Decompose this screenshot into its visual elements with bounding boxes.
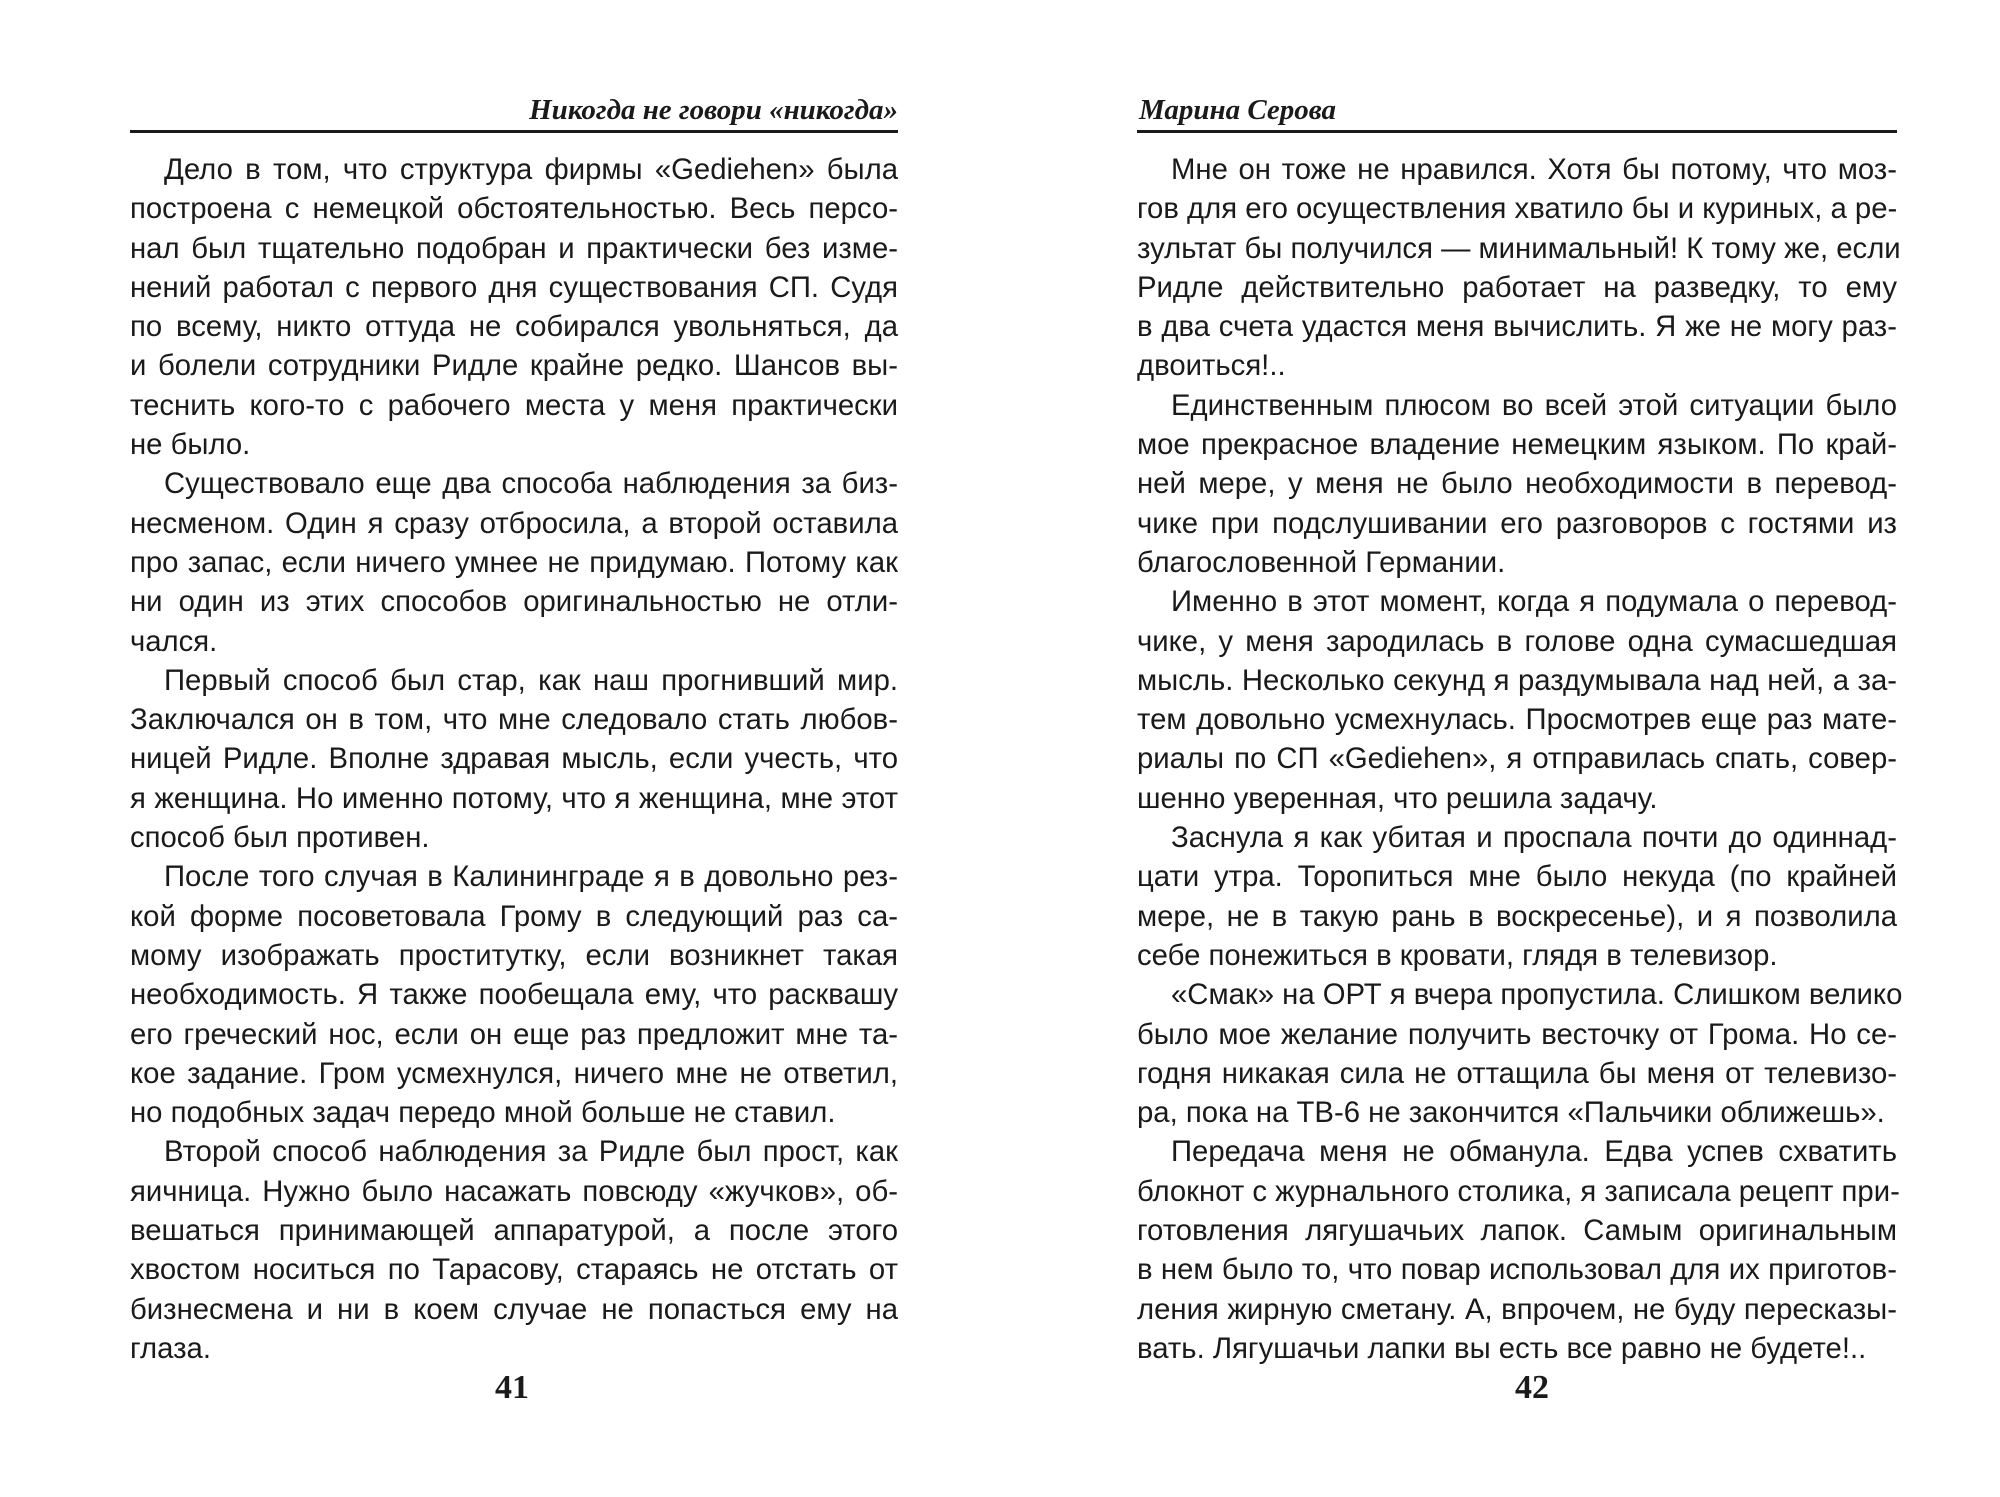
text-line: мере, не в такую рань в воскресенье), и я позволила	[1137, 899, 1897, 933]
text-line: мому изображать проститутку, если возникнет такая	[130, 938, 898, 972]
text-line: Именно в этот момент, когда я подумала о перевод-	[1171, 585, 1897, 619]
text-line: тем довольно усмехнулась. Просмотрев еще раз мате-	[1137, 703, 1897, 737]
text-line: глаза.	[130, 1331, 211, 1365]
text-line: цати утра. Торопиться мне было некуда (по крайней	[1137, 860, 1897, 894]
right-page-body	[1137, 150, 1903, 1368]
text-line: После того случая в Калининграде я в довольно рез-	[164, 860, 898, 894]
paragraph	[130, 150, 898, 464]
left-page-body	[130, 150, 898, 1368]
text-line: в два счета удастся меня вычислить. Я же не могу раз-	[1137, 310, 1897, 344]
paragraph	[130, 464, 898, 660]
text-line: Передача меня не обманула. Едва успев схватить	[1171, 1135, 1897, 1169]
text-line: несменом. Один я сразу отбросила, а второй оставила	[130, 506, 898, 540]
text-line: ницей Ридле. Вполне здравая мысль, если учесть, что	[130, 742, 898, 776]
paragraph	[1137, 582, 1897, 818]
text-line: гов для его осуществления хватило бы и куриных, а ре-	[1137, 192, 1898, 226]
text-line: хвостом носиться по Тарасову, стараясь не отстать от	[130, 1253, 898, 1287]
text-line: ления жирную сметану. А, впрочем, не буду пересказы-	[1137, 1292, 1897, 1326]
paragraph	[1137, 150, 1901, 386]
page-number: 42	[1515, 1369, 1549, 1406]
text-line: чался.	[130, 624, 218, 658]
text-line: и болели сотрудники Ридле крайне редко. Шансов вы-	[130, 349, 898, 383]
text-line: годня никакая сила не оттащила бы меня от телевизо-	[1137, 1056, 1897, 1090]
text-line: Единственным плюсом во всей этой ситуации было	[1171, 388, 1897, 422]
text-line: ра, пока на ТВ-6 не закончится «Пальчики оближешь».	[1137, 1096, 1885, 1130]
text-line: мысль. Несколько секунд я раздумывала над ней, а за-	[1137, 663, 1897, 697]
paragraph	[1137, 975, 1903, 1132]
header-rule	[130, 130, 898, 133]
paragraph	[1137, 818, 1897, 975]
text-line: вать. Лягушачьи лапки вы есть все равно не будете!..	[1137, 1331, 1867, 1365]
text-line: яичница. Нужно было насажать повсюду «жучков», об-	[130, 1174, 898, 1208]
text-line: Существовало еще два способа наблюдения за биз-	[164, 467, 898, 501]
page-number: 41	[495, 1369, 529, 1406]
text-line: ней мере, у меня не было необходимости в перевод-	[1137, 467, 1897, 501]
running-head-author: Марина Серова	[1139, 94, 1337, 126]
text-line: в нем было то, что повар использовал для их приготов-	[1137, 1253, 1897, 1287]
text-line: ни один из этих способов оригинальностью не отли-	[130, 585, 898, 619]
text-line: бизнесмена и ни в коем случае не попасться ему на	[130, 1292, 898, 1326]
text-line: готовления лягушачьих лапок. Самым оригинальным	[1137, 1214, 1897, 1248]
text-line: чике при подслушивании его разговоров с гостями из	[1137, 506, 1897, 540]
text-line: способ был противен.	[130, 821, 430, 855]
text-line: Второй способ наблюдения за Ридле был прост, как	[164, 1135, 898, 1169]
header-rule	[1137, 130, 1897, 133]
text-line: нений работал с первого дня существования СП. Судя	[130, 270, 898, 304]
right-page	[1137, 0, 1903, 1497]
running-head-book-title: Никогда не говори «никогда»	[529, 94, 898, 126]
paragraph	[130, 857, 898, 1132]
text-line: построена с немецкой обстоятельностью. Весь персо-	[130, 192, 898, 226]
text-line: Мне он тоже не нравился. Хотя бы потому, что моз-	[1171, 153, 1897, 186]
text-line: но подобных задач передо мной больше не ставил.	[130, 1096, 836, 1130]
text-line: риалы по СП «Gediehen», я отправилась спать, совер-	[1137, 742, 1897, 776]
text-line: Заснула я как убитая и проспала почти до одиннад-	[1171, 821, 1897, 855]
text-line: теснить кого-то с рабочего места у меня практически	[130, 388, 898, 422]
text-line: про запас, если ничего умнее не придумаю. Потому как	[130, 545, 898, 579]
text-line: зультат бы получился — минимальный! К тому же, если	[1137, 231, 1901, 265]
text-line: кое задание. Гром усмехнулся, ничего мне не ответил,	[130, 1056, 898, 1090]
text-line: я женщина. Но именно потому, что я женщина, мне этот	[130, 781, 898, 815]
text-line: двоиться!..	[1137, 349, 1286, 383]
paragraph	[130, 1132, 898, 1368]
text-line: благословенной Германии.	[1137, 545, 1506, 579]
text-line: не было.	[130, 428, 251, 462]
text-line: «Смак» на ОРТ я вчера пропустила. Слишком велико	[1171, 978, 1903, 1012]
text-line: мое прекрасное владение немецким языком. По край-	[1137, 428, 1897, 462]
text-line: по всему, никто оттуда не собирался увольняться, да	[130, 310, 898, 344]
text-line: Ридле действительно работает на разведку, то ему	[1137, 270, 1897, 304]
text-line: вешаться принимающей аппаратурой, а после этого	[130, 1214, 898, 1248]
text-line: нал был тщательно подобран и практически без изме-	[130, 231, 898, 265]
paragraph	[130, 661, 898, 857]
text-line: шенно уверенная, что решила задачу.	[1137, 781, 1658, 815]
text-line: необходимость. Я также пообещала ему, что расквашу	[130, 978, 898, 1012]
text-line: блокнот с журнального столика, я записала рецепт при-	[1137, 1174, 1900, 1208]
paragraph	[1137, 1132, 1900, 1368]
text-line: Первый способ был стар, как наш прогнивший мир.	[164, 663, 898, 697]
paragraph	[1137, 386, 1897, 582]
text-line: Заключался он в том, что мне следовало стать любов-	[130, 703, 898, 737]
text-line: кой форме посоветовала Грому в следующий раз са-	[130, 899, 898, 933]
text-line: себе понежиться в кровати, глядя в телевизор.	[1137, 938, 1778, 972]
text-line: его греческий нос, если он еще раз предложит мне та-	[130, 1017, 898, 1051]
text-line: было мое желание получить весточку от Грома. Но се-	[1137, 1017, 1897, 1051]
left-page	[130, 0, 898, 1497]
text-line: Дело в том, что структура фирмы «Gediehen» была	[164, 153, 898, 186]
text-line: чике, у меня зародилась в голове одна сумасшедшая	[1137, 624, 1897, 658]
